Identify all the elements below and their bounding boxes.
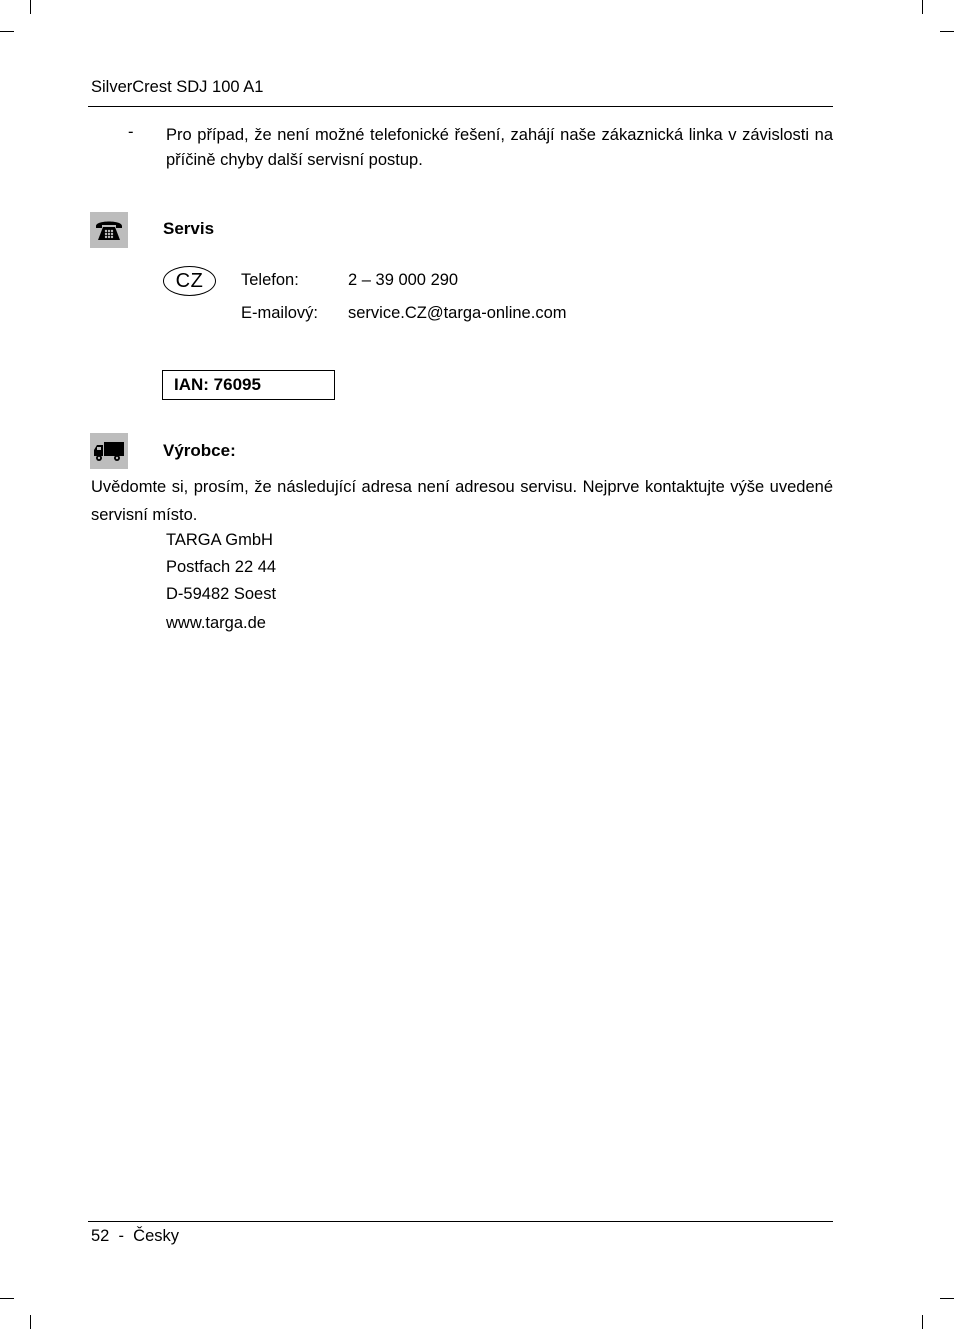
crop-mark — [922, 1315, 923, 1329]
country-badge — [163, 266, 216, 296]
phone-value: 2 – 39 000 290 — [348, 271, 459, 289]
bullet-marker: - — [128, 123, 134, 141]
ian-number: IAN: 76095 — [174, 375, 261, 394]
country-badge-text: CZ — [175, 269, 204, 292]
footer-rule — [88, 1221, 833, 1222]
crop-mark — [30, 0, 31, 14]
address-company: TARGA GmbH — [166, 531, 273, 549]
crop-mark — [922, 0, 923, 14]
phone-label: Telefon: — [241, 271, 299, 289]
manufacturer-notice: Uvědomte si, prosím, že následující adresa není adresou servisu. Nejprve kontaktujte výše uvedené servisní místo. — [91, 478, 833, 524]
ian-box — [162, 370, 335, 400]
page-header-title: SilverCrest SDJ 100 A1 — [91, 78, 264, 96]
crop-mark — [940, 1298, 954, 1299]
crop-mark — [940, 31, 954, 32]
address-city: D-59482 Soest — [166, 585, 277, 603]
manufacturer-heading: Výrobce: — [163, 441, 236, 460]
crop-mark — [0, 1298, 14, 1299]
truck-icon — [90, 433, 128, 469]
crop-mark — [0, 31, 14, 32]
address-postbox: Postfach 22 44 — [166, 558, 277, 576]
page-footer: 52 - Česky — [91, 1227, 180, 1245]
crop-mark — [30, 1315, 31, 1329]
header-rule — [88, 106, 833, 107]
telephone-icon — [90, 212, 128, 248]
address-website: www.targa.de — [166, 614, 266, 632]
email-label: E-mailový: — [241, 304, 319, 322]
bullet-text: Pro případ, že není možné telefonické řešení, zahájí naše zákaznická linka v závislosti na příčině chyby další servisní postup. — [166, 126, 833, 169]
email-value: service.CZ@targa-online.com — [348, 304, 567, 322]
service-heading: Servis — [163, 219, 215, 238]
